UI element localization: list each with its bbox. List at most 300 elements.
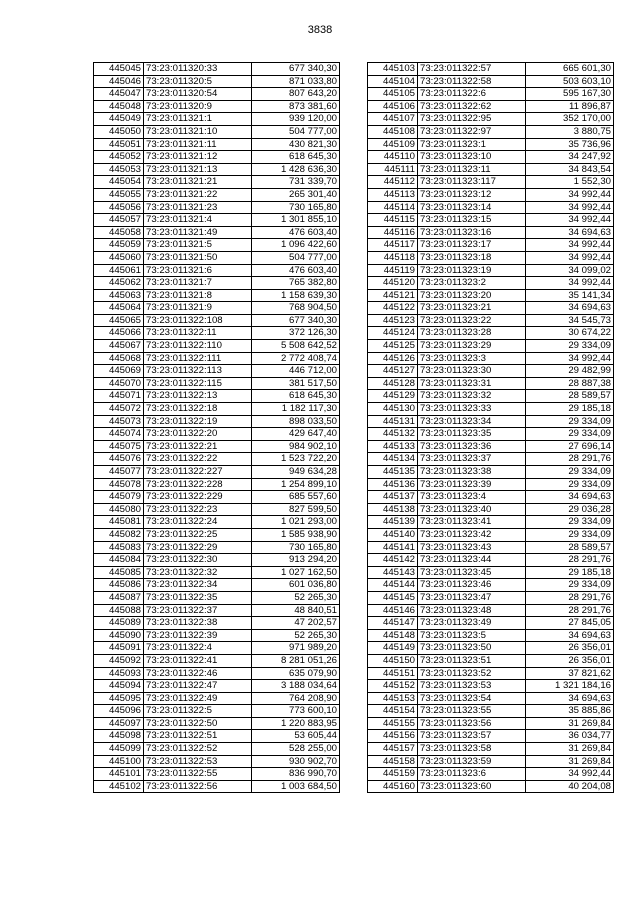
value-cell: 29 185,18: [526, 403, 614, 416]
table-row: [368, 478, 614, 491]
table-row: [94, 491, 340, 504]
row-number-cell: 445160: [368, 780, 418, 793]
value-cell: 871 033,80: [252, 75, 340, 88]
value-cell: 27 696,14: [526, 440, 614, 453]
cadastral-number-cell: 73:23:011322:39: [144, 629, 252, 642]
cadastral-number-cell: 73:23:011323:44: [418, 554, 526, 567]
row-number-cell: 445145: [368, 591, 418, 604]
value-cell: 1 552,30: [526, 176, 614, 189]
table-row: [94, 226, 340, 239]
row-number-cell: 445106: [368, 100, 418, 113]
table-row: [368, 566, 614, 579]
cadastral-number-cell: 73:23:011322:50: [144, 717, 252, 730]
cadastral-number-cell: 73:23:011323:17: [418, 239, 526, 252]
row-number-cell: 445115: [368, 214, 418, 227]
cadastral-number-cell: 73:23:011322:115: [144, 377, 252, 390]
row-number-cell: 445054: [94, 176, 144, 189]
cadastral-number-cell: 73:23:011323:59: [418, 755, 526, 768]
cadastral-number-cell: 73:23:011320:54: [144, 88, 252, 101]
cadastral-number-cell: 73:23:011323:40: [418, 503, 526, 516]
cadastral-number-cell: 73:23:011321:22: [144, 188, 252, 201]
row-number-cell: 445147: [368, 617, 418, 630]
table-row: [368, 264, 614, 277]
cadastral-number-cell: 73:23:011321:6: [144, 264, 252, 277]
cadastral-number-cell: 73:23:011323:51: [418, 654, 526, 667]
row-number-cell: 445076: [94, 453, 144, 466]
row-number-cell: 445065: [94, 314, 144, 327]
value-cell: 898 033,50: [252, 415, 340, 428]
row-number-cell: 445059: [94, 239, 144, 252]
cadastral-number-cell: 73:23:011323:58: [418, 743, 526, 756]
table-row: [94, 277, 340, 290]
value-cell: 1 182 117,30: [252, 403, 340, 416]
row-number-cell: 445105: [368, 88, 418, 101]
cadastral-table-right: [367, 62, 614, 793]
row-number-cell: 445088: [94, 604, 144, 617]
cadastral-number-cell: 73:23:011321:7: [144, 277, 252, 290]
value-cell: 29 482,99: [526, 365, 614, 378]
cadastral-number-cell: 73:23:011323:52: [418, 667, 526, 680]
value-cell: 1 254 899,10: [252, 478, 340, 491]
row-number-cell: 445151: [368, 667, 418, 680]
row-number-cell: 445152: [368, 680, 418, 693]
table-row: [368, 755, 614, 768]
row-number-cell: 445097: [94, 717, 144, 730]
table-row: [94, 617, 340, 630]
value-cell: 53 605,44: [252, 730, 340, 743]
value-cell: 1 428 636,30: [252, 163, 340, 176]
row-number-cell: 445053: [94, 163, 144, 176]
value-cell: 3 880,75: [526, 125, 614, 138]
row-number-cell: 445078: [94, 478, 144, 491]
value-cell: 1 027 162,50: [252, 566, 340, 579]
value-cell: 685 557,60: [252, 491, 340, 504]
cadastral-number-cell: 73:23:011321:1: [144, 113, 252, 126]
cadastral-number-cell: 73:23:011322:95: [418, 113, 526, 126]
cadastral-number-cell: 73:23:011323:33: [418, 403, 526, 416]
cadastral-number-cell: 73:23:011323:36: [418, 440, 526, 453]
table-row: [368, 125, 614, 138]
cadastral-number-cell: 73:23:011322:41: [144, 654, 252, 667]
row-number-cell: 445137: [368, 491, 418, 504]
table-row: [368, 151, 614, 164]
table-row: [94, 428, 340, 441]
cadastral-number-cell: 73:23:011322:21: [144, 440, 252, 453]
row-number-cell: 445082: [94, 528, 144, 541]
row-number-cell: 445075: [94, 440, 144, 453]
row-number-cell: 445086: [94, 579, 144, 592]
value-cell: 34 992,44: [526, 251, 614, 264]
table-row: [94, 667, 340, 680]
cadastral-number-cell: 73:23:011323:22: [418, 314, 526, 327]
value-cell: 34 694,63: [526, 226, 614, 239]
table-row: [368, 163, 614, 176]
value-cell: 971 989,20: [252, 642, 340, 655]
cadastral-number-cell: 73:23:011322:113: [144, 365, 252, 378]
value-cell: 503 603,10: [526, 75, 614, 88]
table-row: [368, 717, 614, 730]
cadastral-number-cell: 73:23:011322:52: [144, 743, 252, 756]
table-row: [368, 239, 614, 252]
table-row: [94, 113, 340, 126]
value-cell: 1 096 422,60: [252, 239, 340, 252]
cadastral-number-cell: 73:23:011323:37: [418, 453, 526, 466]
cadastral-number-cell: 73:23:011323:19: [418, 264, 526, 277]
value-cell: 1 321 184,16: [526, 680, 614, 693]
table-row: [94, 780, 340, 793]
value-cell: 265 301,40: [252, 188, 340, 201]
table-row: [94, 403, 340, 416]
row-number-cell: 445112: [368, 176, 418, 189]
row-number-cell: 445127: [368, 365, 418, 378]
table-row: [94, 591, 340, 604]
row-number-cell: 445119: [368, 264, 418, 277]
row-number-cell: 445090: [94, 629, 144, 642]
table-row: [368, 503, 614, 516]
value-cell: 352 170,00: [526, 113, 614, 126]
value-cell: 29 334,09: [526, 466, 614, 479]
table-row: [368, 617, 614, 630]
value-cell: 28 291,76: [526, 453, 614, 466]
cadastral-number-cell: 73:23:011323:46: [418, 579, 526, 592]
value-cell: 28 291,76: [526, 554, 614, 567]
value-cell: 29 334,09: [526, 579, 614, 592]
value-cell: 430 821,30: [252, 138, 340, 151]
cadastral-number-cell: 73:23:011321:12: [144, 151, 252, 164]
row-number-cell: 445120: [368, 277, 418, 290]
row-number-cell: 445050: [94, 125, 144, 138]
cadastral-number-cell: 73:23:011323:54: [418, 692, 526, 705]
table-row: [94, 75, 340, 88]
table-row: [94, 415, 340, 428]
table-row: [94, 730, 340, 743]
cadastral-number-cell: 73:23:011322:46: [144, 667, 252, 680]
cadastral-number-cell: 73:23:011323:21: [418, 302, 526, 315]
table-row: [94, 314, 340, 327]
cadastral-number-cell: 73:23:011323:42: [418, 528, 526, 541]
row-number-cell: 445071: [94, 390, 144, 403]
row-number-cell: 445148: [368, 629, 418, 642]
value-cell: 29 334,09: [526, 478, 614, 491]
table-row: [94, 554, 340, 567]
row-number-cell: 445060: [94, 251, 144, 264]
table-row: [368, 541, 614, 554]
value-cell: 1 021 293,00: [252, 516, 340, 529]
row-number-cell: 445089: [94, 617, 144, 630]
table-row: [94, 642, 340, 655]
value-cell: 28 887,38: [526, 377, 614, 390]
value-cell: 677 340,30: [252, 63, 340, 76]
cadastral-number-cell: 73:23:011323:6: [418, 768, 526, 781]
table-row: [94, 138, 340, 151]
cadastral-number-cell: 73:23:011321:4: [144, 214, 252, 227]
table-row: [94, 717, 340, 730]
value-cell: 30 674,22: [526, 327, 614, 340]
row-number-cell: 445132: [368, 428, 418, 441]
row-number-cell: 445093: [94, 667, 144, 680]
value-cell: 618 645,30: [252, 151, 340, 164]
row-number-cell: 445081: [94, 516, 144, 529]
cadastral-number-cell: 73:23:011322:22: [144, 453, 252, 466]
row-number-cell: 445159: [368, 768, 418, 781]
cadastral-number-cell: 73:23:011323:55: [418, 705, 526, 718]
row-number-cell: 445133: [368, 440, 418, 453]
cadastral-number-cell: 73:23:011322:6: [418, 88, 526, 101]
table-row: [368, 327, 614, 340]
cadastral-number-cell: 73:23:011322:227: [144, 466, 252, 479]
cadastral-number-cell: 73:23:011323:29: [418, 340, 526, 353]
table-row: [368, 642, 614, 655]
cadastral-table-left: [93, 62, 340, 793]
cadastral-number-cell: 73:23:011323:3: [418, 352, 526, 365]
value-cell: 768 904,50: [252, 302, 340, 315]
cadastral-number-cell: 73:23:011323:2: [418, 277, 526, 290]
value-cell: 34 992,44: [526, 768, 614, 781]
value-cell: 28 291,76: [526, 591, 614, 604]
row-number-cell: 445124: [368, 327, 418, 340]
value-cell: 913 294,20: [252, 554, 340, 567]
table-row: [94, 365, 340, 378]
value-cell: 3 188 034,64: [252, 680, 340, 693]
value-cell: 27 845,05: [526, 617, 614, 630]
value-cell: 29 334,09: [526, 428, 614, 441]
table-row: [94, 63, 340, 76]
table-row: [368, 277, 614, 290]
cadastral-number-cell: 73:23:011322:38: [144, 617, 252, 630]
row-number-cell: 445096: [94, 705, 144, 718]
table-row: [94, 390, 340, 403]
row-number-cell: 445091: [94, 642, 144, 655]
value-cell: 34 992,44: [526, 188, 614, 201]
cadastral-number-cell: 73:23:011322:108: [144, 314, 252, 327]
row-number-cell: 445048: [94, 100, 144, 113]
table-row: [94, 768, 340, 781]
cadastral-number-cell: 73:23:011323:41: [418, 516, 526, 529]
row-number-cell: 445131: [368, 415, 418, 428]
value-cell: 504 777,00: [252, 125, 340, 138]
cadastral-number-cell: 73:23:011321:13: [144, 163, 252, 176]
value-cell: 1 158 639,30: [252, 289, 340, 302]
cadastral-number-cell: 73:23:011322:30: [144, 554, 252, 567]
row-number-cell: 445136: [368, 478, 418, 491]
row-number-cell: 445067: [94, 340, 144, 353]
table-body-right: [368, 63, 614, 793]
value-cell: 26 356,01: [526, 642, 614, 655]
value-cell: 35 141,34: [526, 289, 614, 302]
cadastral-number-cell: 73:23:011322:11: [144, 327, 252, 340]
cadastral-number-cell: 73:23:011320:5: [144, 75, 252, 88]
table-row: [368, 591, 614, 604]
row-number-cell: 445101: [94, 768, 144, 781]
row-number-cell: 445134: [368, 453, 418, 466]
cadastral-number-cell: 73:23:011322:49: [144, 692, 252, 705]
row-number-cell: 445155: [368, 717, 418, 730]
value-cell: 984 902,10: [252, 440, 340, 453]
value-cell: 429 647,40: [252, 428, 340, 441]
table-row: [368, 75, 614, 88]
cadastral-number-cell: 73:23:011322:35: [144, 591, 252, 604]
row-number-cell: 445108: [368, 125, 418, 138]
table-row: [94, 692, 340, 705]
value-cell: 35 736,96: [526, 138, 614, 151]
row-number-cell: 445057: [94, 214, 144, 227]
value-cell: 28 589,57: [526, 541, 614, 554]
table-row: [368, 667, 614, 680]
value-cell: 381 517,50: [252, 377, 340, 390]
row-number-cell: 445077: [94, 466, 144, 479]
table-row: [94, 743, 340, 756]
table-row: [94, 289, 340, 302]
table-row: [368, 340, 614, 353]
value-cell: 873 381,60: [252, 100, 340, 113]
value-cell: 665 601,30: [526, 63, 614, 76]
row-number-cell: 445139: [368, 516, 418, 529]
table-row: [368, 251, 614, 264]
value-cell: 476 603,40: [252, 226, 340, 239]
row-number-cell: 445114: [368, 201, 418, 214]
value-cell: 528 255,00: [252, 743, 340, 756]
value-cell: 372 126,30: [252, 327, 340, 340]
table-row: [94, 88, 340, 101]
row-number-cell: 445107: [368, 113, 418, 126]
cadastral-number-cell: 73:23:011322:20: [144, 428, 252, 441]
table-row: [368, 768, 614, 781]
cadastral-number-cell: 73:23:011323:48: [418, 604, 526, 617]
table-row: [368, 528, 614, 541]
value-cell: 2 772 408,74: [252, 352, 340, 365]
table-row: [368, 415, 614, 428]
cadastral-number-cell: 73:23:011321:5: [144, 239, 252, 252]
value-cell: 35 885,86: [526, 705, 614, 718]
cadastral-number-cell: 73:23:011322:19: [144, 415, 252, 428]
cadastral-number-cell: 73:23:011322:56: [144, 780, 252, 793]
cadastral-number-cell: 73:23:011321:8: [144, 289, 252, 302]
row-number-cell: 445138: [368, 503, 418, 516]
table-row: [368, 113, 614, 126]
value-cell: 34 992,44: [526, 352, 614, 365]
cadastral-number-cell: 73:23:011321:50: [144, 251, 252, 264]
table-row: [368, 314, 614, 327]
row-number-cell: 445056: [94, 201, 144, 214]
cadastral-number-cell: 73:23:011322:110: [144, 340, 252, 353]
table-row: [368, 743, 614, 756]
value-cell: 764 208,90: [252, 692, 340, 705]
row-number-cell: 445068: [94, 352, 144, 365]
row-number-cell: 445103: [368, 63, 418, 76]
cadastral-number-cell: 73:23:011323:4: [418, 491, 526, 504]
row-number-cell: 445066: [94, 327, 144, 340]
cadastral-number-cell: 73:23:011321:11: [144, 138, 252, 151]
value-cell: 1 301 855,10: [252, 214, 340, 227]
row-number-cell: 445094: [94, 680, 144, 693]
value-cell: 29 334,09: [526, 516, 614, 529]
value-cell: 52 265,30: [252, 629, 340, 642]
row-number-cell: 445142: [368, 554, 418, 567]
row-number-cell: 445158: [368, 755, 418, 768]
table-row: [94, 654, 340, 667]
value-cell: 11 896,87: [526, 100, 614, 113]
cadastral-number-cell: 73:23:011323:49: [418, 617, 526, 630]
table-row: [368, 403, 614, 416]
value-cell: 618 645,30: [252, 390, 340, 403]
page-number: 3838: [307, 24, 333, 36]
cadastral-number-cell: 73:23:011323:56: [418, 717, 526, 730]
row-number-cell: 445116: [368, 226, 418, 239]
cadastral-number-cell: 73:23:011323:43: [418, 541, 526, 554]
table-row: [368, 100, 614, 113]
cadastral-number-cell: 73:23:011323:60: [418, 780, 526, 793]
cadastral-number-cell: 73:23:011323:14: [418, 201, 526, 214]
row-number-cell: 445113: [368, 188, 418, 201]
value-cell: 48 840,51: [252, 604, 340, 617]
table-row: [368, 88, 614, 101]
table-row: [94, 541, 340, 554]
cadastral-number-cell: 73:23:011323:16: [418, 226, 526, 239]
cadastral-number-cell: 73:23:011322:37: [144, 604, 252, 617]
cadastral-number-cell: 73:23:011323:28: [418, 327, 526, 340]
row-number-cell: 445052: [94, 151, 144, 164]
cadastral-number-cell: 73:23:011322:111: [144, 352, 252, 365]
value-cell: 34 694,63: [526, 491, 614, 504]
table-row: [94, 239, 340, 252]
cadastral-number-cell: 73:23:011321:21: [144, 176, 252, 189]
row-number-cell: 445074: [94, 428, 144, 441]
table-row: [368, 654, 614, 667]
table-row: [94, 100, 340, 113]
value-cell: 949 634,28: [252, 466, 340, 479]
value-cell: 31 269,84: [526, 743, 614, 756]
cadastral-number-cell: 73:23:011323:18: [418, 251, 526, 264]
table-row: [368, 780, 614, 793]
row-number-cell: 445083: [94, 541, 144, 554]
row-number-cell: 445098: [94, 730, 144, 743]
table-row: [94, 528, 340, 541]
value-cell: 34 545,73: [526, 314, 614, 327]
cadastral-number-cell: 73:23:011323:32: [418, 390, 526, 403]
row-number-cell: 445129: [368, 390, 418, 403]
table-row: [368, 289, 614, 302]
table-row: [368, 453, 614, 466]
value-cell: 595 167,30: [526, 88, 614, 101]
cadastral-number-cell: 73:23:011323:20: [418, 289, 526, 302]
table-row: [94, 340, 340, 353]
value-cell: 677 340,30: [252, 314, 340, 327]
table-row: [94, 680, 340, 693]
table-row: [94, 151, 340, 164]
table-row: [94, 214, 340, 227]
table-row: [94, 629, 340, 642]
cadastral-number-cell: 73:23:011322:29: [144, 541, 252, 554]
row-number-cell: 445099: [94, 743, 144, 756]
row-number-cell: 445122: [368, 302, 418, 315]
row-number-cell: 445102: [94, 780, 144, 793]
value-cell: 34 843,54: [526, 163, 614, 176]
table-row: [368, 440, 614, 453]
row-number-cell: 445117: [368, 239, 418, 252]
table-row: [368, 730, 614, 743]
value-cell: 601 036,80: [252, 579, 340, 592]
row-number-cell: 445126: [368, 352, 418, 365]
row-number-cell: 445062: [94, 277, 144, 290]
row-number-cell: 445143: [368, 566, 418, 579]
table-row: [94, 125, 340, 138]
value-cell: 34 992,44: [526, 239, 614, 252]
table-row: [368, 226, 614, 239]
value-cell: 36 034,77: [526, 730, 614, 743]
cadastral-number-cell: 73:23:011323:12: [418, 188, 526, 201]
row-number-cell: 445063: [94, 289, 144, 302]
cadastral-number-cell: 73:23:011323:39: [418, 478, 526, 491]
